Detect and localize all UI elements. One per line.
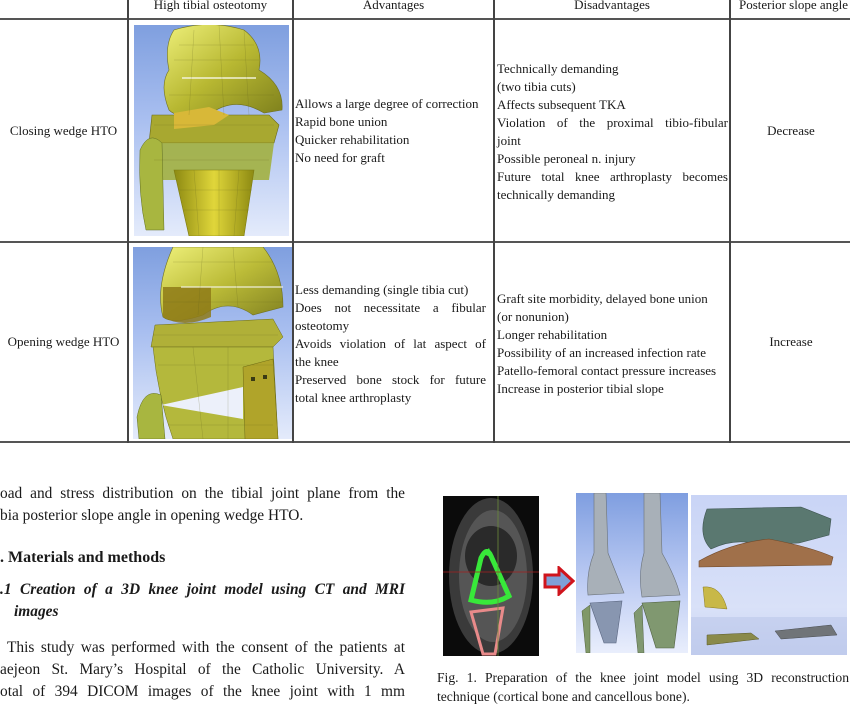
advantage-item: osteotomy [295,318,350,333]
figure-caption [437,668,849,706]
table-col-divider [493,0,495,443]
mesh-parts-icon [691,495,847,655]
disadvantage-item: Affects subsequent TKA [497,97,626,112]
disadvantage-item: Graft site morbidity, delayed bone union [497,291,708,306]
advantage-item: Does not necessitate a fibular [295,300,486,315]
disadvantage-item: (or nonunion) [497,309,569,324]
text-line: aejeon St. Mary’s Hospital of the Catholic University. A [0,661,405,678]
disadvantage-item: Possible peroneal n. injury [497,151,636,166]
ct-segmentation-panel [443,496,539,656]
bone-mesh-parts-panel [691,495,847,655]
reconstructed-bones-panel [576,493,688,653]
disadvantage-item: (two tibia cuts) [497,79,576,94]
table-col-divider [292,0,294,443]
advantage-item: Avoids violation of lat aspect of [295,336,486,351]
subsection-heading-line: .1 Creation of a 3D knee joint model using CT and MRI [0,581,405,598]
advantage-item: Allows a large degree of correction [295,96,479,111]
subsection-heading [0,579,405,623]
disadvantage-item: Possibility of an increased infection rate [497,345,707,360]
caption-line: Fig. 1. Preparation of the knee joint model using 3D reconstruction [437,670,849,685]
advantage-item: the knee [295,354,339,369]
knee-model-icon [134,25,289,236]
opening-advantages-cell [295,281,486,407]
disadvantage-item: Violation of the proximal tibio-fibular [497,115,728,130]
caption-line: technique (cortical bone and cancellous bone). [437,689,690,704]
table-col-divider [127,0,129,443]
advantage-item: total knee arthroplasty [295,390,412,405]
disadvantage-item: Patello-femoral contact pressure increases [497,363,717,378]
opening-slope-value: Increase [769,334,813,349]
opening-disadvantages-cell [497,290,728,398]
row-label-closing-wedge: Closing wedge HTO [9,123,118,138]
advantage-item: Less demanding (single tibia cut) [295,282,469,297]
disadvantage-item: Longer rehabilitation [497,327,608,342]
text-line: oad and stress distribution on the tibial joint plane from the [0,485,405,502]
disadvantage-item: Increase in posterior tibial slope [497,381,664,396]
disadvantage-item: Future total knee arthroplasty becomes [497,169,728,184]
advantage-item: Preserved bone stock for future [295,372,486,387]
text-line: otal of 394 DICOM images of the knee joint with 1 mm [0,683,405,700]
ct-slice-icon [443,496,539,656]
row-label-opening-wedge: Opening wedge HTO [7,334,120,349]
section-heading: . Materials and methods [0,549,166,566]
opening-wedge-knee-image [133,247,292,439]
bone-models-icon [576,493,688,653]
header-disadvantages: Disadvantages [574,0,650,12]
closing-disadvantages-cell [497,60,728,204]
header-slope: Posterior slope angle [738,0,849,12]
closing-slope-value: Decrease [767,123,815,138]
subsection-heading-line: images [14,603,59,620]
closing-advantages-cell [295,95,491,167]
advantage-item: Rapid bone union [295,114,388,129]
disadvantage-item: joint [497,133,521,148]
disadvantage-item: technically demanding [497,187,616,202]
intro-paragraph [0,483,405,527]
disadvantage-item: Technically demanding [497,61,619,76]
header-hto: High tibial osteotomy [153,0,268,12]
advantage-item: Quicker rehabilitation [295,132,410,147]
methods-paragraph [0,637,405,703]
right-arrow-icon [543,566,575,596]
advantage-item: No need for graft [295,150,385,165]
knee-model-icon [133,247,292,439]
closing-wedge-knee-image [134,25,289,236]
header-advantages: Advantages [362,0,425,12]
text-line: This study was performed with the consent of the patients at [7,639,405,656]
table-col-divider [729,0,731,443]
text-line: bia posterior slope angle in opening wedge HTO. [0,507,304,524]
